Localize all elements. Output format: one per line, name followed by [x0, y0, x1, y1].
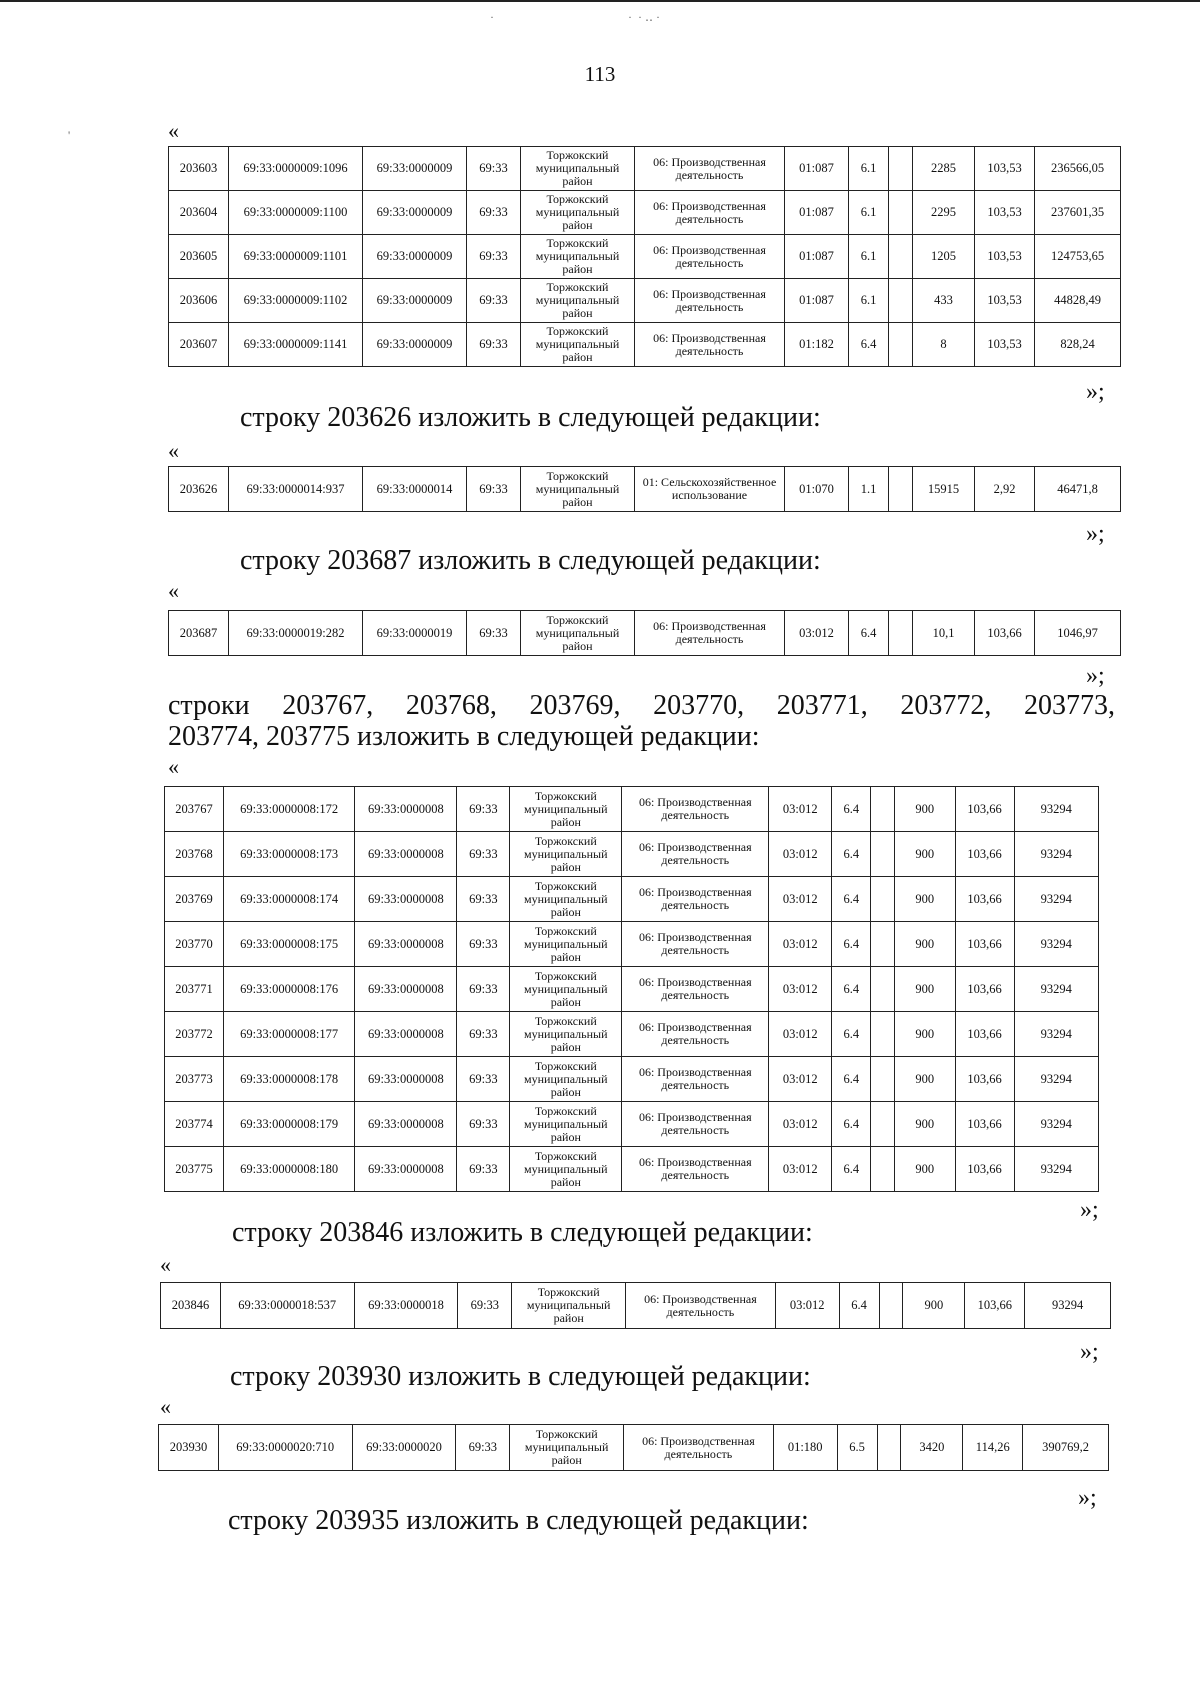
- cell-area: 900: [894, 877, 955, 922]
- cell-rate: 103,66: [955, 1012, 1014, 1057]
- cell-quarter: 69:33:0000008: [355, 832, 457, 877]
- table-row: [165, 787, 1099, 832]
- cell-area: 3420: [901, 1425, 963, 1471]
- register-table-6: [158, 1424, 1109, 1471]
- cell-quarter: 69:33:0000014: [363, 467, 467, 512]
- cell-number: 203605: [169, 235, 229, 279]
- cell-district-code: 69:33: [457, 787, 510, 832]
- table-row: [165, 967, 1099, 1012]
- cell-rate: 2,92: [975, 467, 1035, 512]
- cell-land-use: 06: Производственная деятельность: [622, 1102, 769, 1147]
- cell-number: 203930: [159, 1425, 219, 1471]
- cell-quarter: 69:33:0000008: [355, 1012, 457, 1057]
- cell-empty: [871, 1012, 895, 1057]
- cell-value: 46471,8: [1035, 467, 1121, 512]
- cell-land-use: 06: Производственная деятельность: [635, 323, 785, 367]
- cell-group: 03:012: [769, 1057, 832, 1102]
- cell-land-use: 06: Производственная деятельность: [622, 967, 769, 1012]
- cell-value: 93294: [1014, 877, 1098, 922]
- table-row: [169, 323, 1121, 367]
- cell-value: 237601,35: [1035, 191, 1121, 235]
- cell-group: 01:180: [773, 1425, 837, 1471]
- cell-empty: [889, 279, 913, 323]
- cell-number: 203771: [165, 967, 224, 1012]
- cell-code: 6.1: [849, 191, 889, 235]
- cell-rate: 103,53: [975, 147, 1035, 191]
- cell-code: 6.4: [832, 1057, 871, 1102]
- cell-cadastral-number: 69:33:0000008:173: [223, 832, 355, 877]
- cell-code: 6.4: [839, 1283, 879, 1329]
- cell-value: 93294: [1014, 1057, 1098, 1102]
- cell-empty: [889, 191, 913, 235]
- cell-empty: [877, 1425, 901, 1471]
- cell-empty: [871, 877, 895, 922]
- page-number: 113: [584, 62, 616, 86]
- cell-code: 6.4: [832, 967, 871, 1012]
- cell-area: 900: [894, 922, 955, 967]
- cell-cadastral-number: 69:33:0000009:1096: [229, 147, 363, 191]
- cell-code: 6.5: [837, 1425, 877, 1471]
- cell-area: 900: [894, 1012, 955, 1057]
- cell-code: 6.4: [832, 787, 871, 832]
- cell-quarter: 69:33:0000020: [352, 1425, 456, 1471]
- cell-area: 900: [894, 1147, 955, 1192]
- cell-cadastral-number: 69:33:0000018:537: [220, 1283, 354, 1329]
- cell-number: 203604: [169, 191, 229, 235]
- cell-land-use: 06: Производственная деятельность: [635, 279, 785, 323]
- section-heading: строку 203935 изложить в следующей редакции:: [228, 1505, 809, 1536]
- cell-group: 03:012: [769, 1147, 832, 1192]
- cell-group: 03:012: [769, 787, 832, 832]
- cell-code: 6.4: [832, 1012, 871, 1057]
- cell-district-code: 69:33: [467, 323, 521, 367]
- cell-quarter: 69:33:0000008: [355, 1147, 457, 1192]
- cell-land-use: 06: Производственная деятельность: [635, 235, 785, 279]
- table-row: [165, 1057, 1099, 1102]
- cell-empty: [889, 323, 913, 367]
- cell-code: 6.4: [832, 832, 871, 877]
- close-quote: »;: [1080, 1339, 1099, 1365]
- cell-cadastral-number: 69:33:0000008:172: [223, 787, 355, 832]
- cell-empty: [871, 832, 895, 877]
- cell-land-use: 06: Производственная деятельность: [635, 611, 785, 656]
- cell-municipality: Торжокский муниципальный район: [510, 1012, 622, 1057]
- cell-rate: 103,66: [955, 1147, 1014, 1192]
- open-quote: «: [168, 118, 179, 143]
- cell-value: 93294: [1014, 1147, 1098, 1192]
- cell-cadastral-number: 69:33:0000019:282: [229, 611, 363, 656]
- cell-quarter: 69:33:0000019: [363, 611, 467, 656]
- cell-rate: 103,53: [975, 235, 1035, 279]
- cell-municipality: Торжокский муниципальный район: [510, 1425, 624, 1471]
- cell-value: 93294: [1014, 922, 1098, 967]
- cell-municipality: Торжокский муниципальный район: [510, 922, 622, 967]
- heading-line-1: строки 203767, 203768, 203769, 203770, 203771, 203772, 203773,: [168, 690, 1115, 721]
- cell-code: 6.4: [832, 1147, 871, 1192]
- cell-empty: [889, 611, 913, 656]
- cell-cadastral-number: 69:33:0000008:177: [223, 1012, 355, 1057]
- cell-area: 900: [903, 1283, 965, 1329]
- table-row: [165, 1102, 1099, 1147]
- cell-municipality: Торжокский муниципальный район: [521, 147, 635, 191]
- cell-number: 203774: [165, 1102, 224, 1147]
- cell-number: 203773: [165, 1057, 224, 1102]
- cell-quarter: 69:33:0000009: [363, 279, 467, 323]
- close-quote: »;: [1080, 1197, 1099, 1223]
- cell-code: 6.4: [832, 1102, 871, 1147]
- cell-area: 10,1: [913, 611, 975, 656]
- cell-district-code: 69:33: [457, 832, 510, 877]
- cell-land-use: 06: Производственная деятельность: [635, 191, 785, 235]
- cell-number: 203607: [169, 323, 229, 367]
- cell-quarter: 69:33:0000009: [363, 147, 467, 191]
- cell-land-use: 06: Производственная деятельность: [622, 787, 769, 832]
- cell-district-code: 69:33: [457, 1102, 510, 1147]
- table-row: [165, 1147, 1099, 1192]
- cell-group: 03:012: [769, 832, 832, 877]
- cell-district-code: 69:33: [467, 467, 521, 512]
- cell-municipality: Торжокский муниципальный район: [521, 235, 635, 279]
- close-quote: »;: [1086, 663, 1105, 689]
- scan-speck: ·: [490, 10, 494, 24]
- cell-land-use: 06: Производственная деятельность: [622, 1057, 769, 1102]
- cell-value: 93294: [1014, 832, 1098, 877]
- cell-group: 01:087: [785, 235, 849, 279]
- register-table-1: [168, 146, 1121, 367]
- cell-code: 6.4: [849, 611, 889, 656]
- close-quote: »;: [1086, 379, 1105, 405]
- section-heading: строку 203846 изложить в следующей редакции:: [232, 1217, 813, 1248]
- table-row: [165, 922, 1099, 967]
- cell-rate: 103,66: [955, 787, 1014, 832]
- cell-quarter: 69:33:0000018: [354, 1283, 458, 1329]
- cell-group: 03:012: [775, 1283, 839, 1329]
- register-table-5: [160, 1282, 1111, 1329]
- cell-value: 93294: [1025, 1283, 1111, 1329]
- cell-rate: 103,66: [955, 922, 1014, 967]
- cell-empty: [889, 235, 913, 279]
- cell-empty: [871, 922, 895, 967]
- cell-land-use: 06: Производственная деятельность: [622, 877, 769, 922]
- cell-area: 900: [894, 1102, 955, 1147]
- cell-quarter: 69:33:0000008: [355, 967, 457, 1012]
- cell-district-code: 69:33: [457, 922, 510, 967]
- cell-empty: [889, 147, 913, 191]
- cell-municipality: Торжокский муниципальный район: [521, 191, 635, 235]
- cell-empty: [889, 467, 913, 512]
- cell-district-code: 69:33: [458, 1283, 512, 1329]
- cell-quarter: 69:33:0000008: [355, 922, 457, 967]
- cell-rate: 103,66: [975, 611, 1035, 656]
- section-heading: строку 203687 изложить в следующей редакции:: [240, 545, 821, 576]
- cell-cadastral-number: 69:33:0000009:1102: [229, 279, 363, 323]
- cell-municipality: Торжокский муниципальный район: [510, 1102, 622, 1147]
- cell-group: 03:012: [769, 1102, 832, 1147]
- cell-district-code: 69:33: [467, 611, 521, 656]
- cell-area: 2295: [913, 191, 975, 235]
- cell-municipality: Торжокский муниципальный район: [521, 323, 635, 367]
- cell-code: 6.1: [849, 279, 889, 323]
- cell-district-code: 69:33: [457, 1012, 510, 1057]
- cell-rate: 103,66: [955, 832, 1014, 877]
- cell-quarter: 69:33:0000008: [355, 877, 457, 922]
- cell-group: 01:182: [785, 323, 849, 367]
- open-quote: «: [168, 754, 179, 779]
- cell-district-code: 69:33: [467, 279, 521, 323]
- cell-number: 203768: [165, 832, 224, 877]
- cell-group: 03:012: [769, 922, 832, 967]
- cell-rate: 103,66: [965, 1283, 1025, 1329]
- cell-number: 203775: [165, 1147, 224, 1192]
- cell-number: 203772: [165, 1012, 224, 1057]
- section-heading: строку 203626 изложить в следующей редакции:: [240, 402, 821, 433]
- cell-empty: [871, 1147, 895, 1192]
- cell-code: 6.4: [849, 323, 889, 367]
- cell-municipality: Торжокский муниципальный район: [512, 1283, 626, 1329]
- open-quote: «: [168, 578, 179, 603]
- cell-value: 124753,65: [1035, 235, 1121, 279]
- cell-rate: 103,53: [975, 323, 1035, 367]
- cell-code: 6.1: [849, 235, 889, 279]
- table-row: [169, 147, 1121, 191]
- cell-group: 01:087: [785, 191, 849, 235]
- cell-group: 03:012: [769, 877, 832, 922]
- cell-area: 15915: [913, 467, 975, 512]
- cell-group: 01:087: [785, 279, 849, 323]
- table-row: [165, 877, 1099, 922]
- page-top-border: [0, 0, 1200, 2]
- cell-cadastral-number: 69:33:0000009:1100: [229, 191, 363, 235]
- cell-district-code: 69:33: [457, 877, 510, 922]
- cell-district-code: 69:33: [457, 1057, 510, 1102]
- scan-speck: · · ‥ ·: [628, 10, 660, 24]
- cell-cadastral-number: 69:33:0000008:175: [223, 922, 355, 967]
- cell-value: 93294: [1014, 967, 1098, 1012]
- cell-value: 93294: [1014, 1102, 1098, 1147]
- cell-municipality: Торжокский муниципальный район: [510, 1057, 622, 1102]
- cell-rate: 114,26: [963, 1425, 1023, 1471]
- table-row: [159, 1425, 1109, 1471]
- cell-empty: [871, 967, 895, 1012]
- cell-district-code: 69:33: [467, 235, 521, 279]
- cell-land-use: 06: Производственная деятельность: [624, 1425, 774, 1471]
- cell-cadastral-number: 69:33:0000008:174: [223, 877, 355, 922]
- cell-cadastral-number: 69:33:0000008:180: [223, 1147, 355, 1192]
- cell-group: 03:012: [769, 967, 832, 1012]
- cell-group: 03:012: [785, 611, 849, 656]
- cell-district-code: 69:33: [457, 1147, 510, 1192]
- scan-speck: ': [68, 128, 71, 142]
- close-quote: »;: [1086, 521, 1105, 547]
- cell-value: 93294: [1014, 1012, 1098, 1057]
- cell-district-code: 69:33: [467, 191, 521, 235]
- cell-municipality: Торжокский муниципальный район: [521, 611, 635, 656]
- cell-area: 900: [894, 787, 955, 832]
- cell-empty: [879, 1283, 903, 1329]
- cell-group: 03:012: [769, 1012, 832, 1057]
- cell-empty: [871, 1057, 895, 1102]
- table-row: [169, 191, 1121, 235]
- section-heading: строку 203930 изложить в следующей редакции:: [230, 1361, 811, 1392]
- cell-empty: [871, 787, 895, 832]
- table-row: [165, 1012, 1099, 1057]
- cell-code: 1.1: [849, 467, 889, 512]
- cell-area: 2285: [913, 147, 975, 191]
- cell-number: 203687: [169, 611, 229, 656]
- cell-municipality: Торжокский муниципальный район: [510, 787, 622, 832]
- cell-group: 01:070: [785, 467, 849, 512]
- cell-number: 203767: [165, 787, 224, 832]
- table-row: [169, 235, 1121, 279]
- cell-land-use: 06: Производственная деятельность: [635, 147, 785, 191]
- cell-value: 236566,05: [1035, 147, 1121, 191]
- cell-area: 1205: [913, 235, 975, 279]
- table-row: [169, 611, 1121, 656]
- cell-cadastral-number: 69:33:0000020:710: [218, 1425, 352, 1471]
- cell-quarter: 69:33:0000009: [363, 323, 467, 367]
- cell-code: 6.4: [832, 877, 871, 922]
- register-table-2: [168, 466, 1121, 512]
- cell-municipality: Торжокский муниципальный район: [510, 877, 622, 922]
- cell-land-use: 06: Производственная деятельность: [622, 1012, 769, 1057]
- cell-municipality: Торжокский муниципальный район: [510, 967, 622, 1012]
- cell-district-code: 69:33: [457, 967, 510, 1012]
- table-row: [161, 1283, 1111, 1329]
- cell-quarter: 69:33:0000009: [363, 191, 467, 235]
- cell-number: 203606: [169, 279, 229, 323]
- cell-cadastral-number: 69:33:0000008:176: [223, 967, 355, 1012]
- register-table-4: [164, 786, 1099, 1192]
- open-quote: «: [160, 1252, 171, 1277]
- table-row: [165, 832, 1099, 877]
- section-heading-multiline: [168, 690, 1115, 752]
- cell-number: 203603: [169, 147, 229, 191]
- cell-number: 203846: [161, 1283, 221, 1329]
- cell-number: 203626: [169, 467, 229, 512]
- open-quote: «: [168, 438, 179, 463]
- cell-rate: 103,66: [955, 1102, 1014, 1147]
- cell-number: 203769: [165, 877, 224, 922]
- cell-land-use: 06: Производственная деятельность: [622, 922, 769, 967]
- cell-value: 1046,97: [1035, 611, 1121, 656]
- cell-district-code: 69:33: [467, 147, 521, 191]
- cell-land-use: 06: Производственная деятельность: [622, 832, 769, 877]
- cell-value: 828,24: [1035, 323, 1121, 367]
- cell-area: 433: [913, 279, 975, 323]
- cell-municipality: Торжокский муниципальный район: [521, 467, 635, 512]
- cell-cadastral-number: 69:33:0000014:937: [229, 467, 363, 512]
- cell-value: 390769,2: [1023, 1425, 1109, 1471]
- cell-code: 6.4: [832, 922, 871, 967]
- cell-value: 93294: [1014, 787, 1098, 832]
- cell-quarter: 69:33:0000008: [355, 787, 457, 832]
- cell-cadastral-number: 69:33:0000009:1101: [229, 235, 363, 279]
- close-quote: »;: [1078, 1485, 1097, 1511]
- cell-municipality: Торжокский муниципальный район: [510, 1147, 622, 1192]
- cell-district-code: 69:33: [456, 1425, 510, 1471]
- cell-land-use: 01: Сельскохозяйственное использование: [635, 467, 785, 512]
- cell-cadastral-number: 69:33:0000008:179: [223, 1102, 355, 1147]
- table-row: [169, 279, 1121, 323]
- cell-area: 900: [894, 1057, 955, 1102]
- register-table-3: [168, 610, 1121, 656]
- cell-rate: 103,66: [955, 877, 1014, 922]
- heading-line-2: 203774, 203775 изложить в следующей редакции:: [168, 721, 760, 752]
- cell-empty: [871, 1102, 895, 1147]
- cell-rate: 103,66: [955, 967, 1014, 1012]
- cell-quarter: 69:33:0000008: [355, 1057, 457, 1102]
- open-quote: «: [160, 1394, 171, 1419]
- cell-municipality: Торжокский муниципальный район: [521, 279, 635, 323]
- cell-land-use: 06: Производственная деятельность: [626, 1283, 776, 1329]
- cell-municipality: Торжокский муниципальный район: [510, 832, 622, 877]
- cell-group: 01:087: [785, 147, 849, 191]
- cell-land-use: 06: Производственная деятельность: [622, 1147, 769, 1192]
- cell-quarter: 69:33:0000009: [363, 235, 467, 279]
- cell-number: 203770: [165, 922, 224, 967]
- cell-area: 900: [894, 967, 955, 1012]
- cell-rate: 103,53: [975, 191, 1035, 235]
- cell-quarter: 69:33:0000008: [355, 1102, 457, 1147]
- cell-value: 44828,49: [1035, 279, 1121, 323]
- table-row: [169, 467, 1121, 512]
- cell-area: 8: [913, 323, 975, 367]
- cell-cadastral-number: 69:33:0000008:178: [223, 1057, 355, 1102]
- cell-code: 6.1: [849, 147, 889, 191]
- cell-area: 900: [894, 832, 955, 877]
- cell-rate: 103,66: [955, 1057, 1014, 1102]
- cell-cadastral-number: 69:33:0000009:1141: [229, 323, 363, 367]
- cell-rate: 103,53: [975, 279, 1035, 323]
